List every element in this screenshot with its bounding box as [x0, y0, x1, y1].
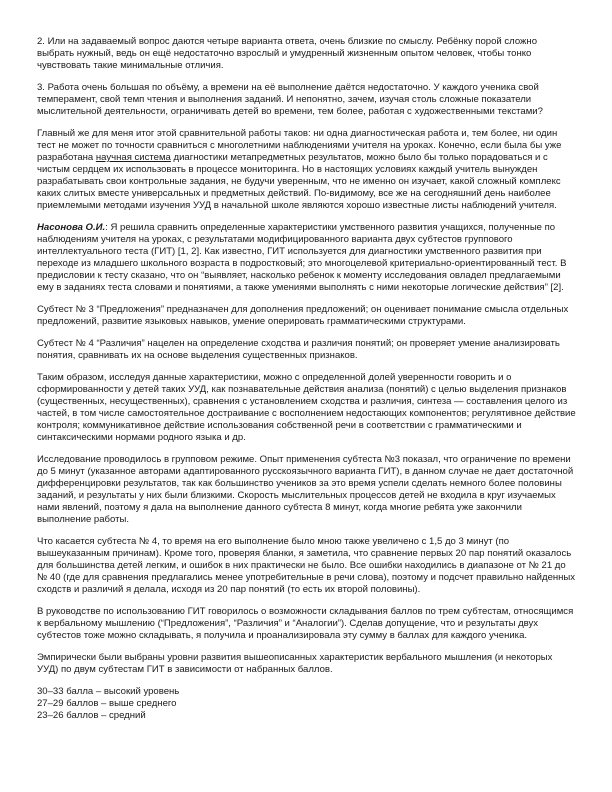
paragraph-empirical: Эмпирически были выбраны уровни развития вышеописанных характеристик вербального мышления (и некоторых УУД) по двум субтестам ГИТ в зависимости от набранных баллов.	[37, 652, 553, 675]
paragraph-nasonova-text: : Я решила сравнить определенные характеристики умственного развития учащихся, полученные по наблюдениям учителя на уроках, с результатами модифицированного варианта двух субтестов группового интеллектуального теста (ГИТ) [1, 2]. Как известно, ГИТ используется для диагностики умственного развития при переходе из младшего школьного возраста в подростковый; это многоцелевой критериально-ориентированный тест. В предисловии к тесту сказано, что он “выявляет, насколько ребенок к моменту исследования овладел предлагаемыми ему в заданиях теста словами и понятиями, а также умениями выполнять с ними некоторые логические действия” [2].	[37, 222, 567, 293]
paragraph-subtest-3: Субтест № 3 “Предложения” предназначен для дополнения предложений; он оценивает понимание смысла отдельных предложений, развитие языковых навыков, умение оперировать грамматическими структурами.	[37, 304, 569, 327]
paragraph-conclusion	[37, 128, 576, 212]
paragraph-subtest-4-time: Что касается субтеста № 4, то время на его выполнение было мною также увеличено с 1,5 до 3 минут (по вышеуказанным причинам). Кроме того, проверяя бланки, я заметила, что сравнение первых 20 пар понятий оказалось для большинства детей легким, и ошибок в них практически не было. Все ошибки находились в диапазоне от № 21 до № 40 (где для сравнения предлагались менее употребительные в речи слова), поэтому и подсчет правильно найденных сходств и различий я делала, исходя из 20 пар понятий (то есть их второй половины).	[37, 536, 576, 595]
paragraph-conclusion-text-after: диагностики метапредметных результатов, можно было бы только порадоваться и с чистым сердцем их использовать в процессе мониторинга. Но в настоящих условиях каждый учитель вынужден разрабатывать свои контрольные задания, не будучи уверенным, что не именно он изучает, какой сложный комплекс каких слитых вместе универсальных и предметных действий. По-видимому, все же на сегодняшний день наиболее приемлемыми методами изучения УУД в начальной школе являются хорошо известные листы наблюдений учителя.	[37, 152, 561, 211]
paragraph-nasonova	[37, 222, 576, 294]
paragraph-conclusion-text-before: Главный же для меня итог этой сравнительной работы таков: ни одна диагностическая работа и, тем более, ни один тест не может по точности сравниться с многолетними наблюдениями учителя на уроках. Конечно, если была бы уже разработана	[37, 128, 562, 163]
author-name: Насонова О.И.	[37, 222, 106, 233]
paragraph-item-3: 3. Работа очень большая по объёму, а времени на её выполнение даётся недостаточно. У каждого ученика свой темперамент, свой темп чтения и выполнения заданий. И непонятно, зачем, изучая столь сложные показатели мыслительной деятельности, ограничивать детей во времени, тем более, работая с художественными текстами?	[37, 82, 543, 117]
paragraph-subtest-4: Субтест № 4 “Различия” нацелен на определение сходства и различия понятий; он проверяет умение анализировать понятия, сравнивать их на основе выделения существенных признаков.	[37, 338, 560, 361]
level-high: 30–33 балла – высокий уровень	[37, 686, 180, 697]
level-average: 23–26 баллов – средний	[37, 710, 146, 721]
paragraph-group-study: Исследование проводилось в групповом режиме. Опыт применения субтеста №3 показал, что ограничение по времени до 5 минут (указанное авторами адаптированного русскоязычного варианта ГИТ), в данном случае не дает достаточной дифференцировки результатов, так как большинство учеников за это время успели сделать немного более половины заданий, и результаты у них были близкими. Скорость мыслительных процессов детей не входила в круг изучаемых нами явлений, поэтому я дала на выполнение данного субтеста 8 минут, когда многие ребята уже закончили выполнение работы.	[37, 454, 574, 525]
paragraph-guide: В руководстве по использованию ГИТ говорилось о возможности складывания баллов по трем субтестам, относящимся к вербальному мышлению (“Предложения”, “Различия” и “Аналогии”). Сделав допущение, что и результаты двух субтестов тоже можно складывать, я получила и проанализировала эту сумму в баллах для каждого ученика.	[37, 606, 574, 641]
levels-list	[37, 686, 576, 722]
scientific-system-link[interactable]: научная система	[95, 152, 171, 163]
level-above-average: 27–29 баллов – выше среднего	[37, 698, 177, 709]
paragraph-item-2: 2. Или на задаваемый вопрос даются четыре варианта ответа, очень близкие по смыслу. Ребёнку порой сложно выбрать нужный, ведь он ещё недостаточно взрослый и умудренный жизненным опытом человек, чтобы тонко чувствовать такие минимальные отличия.	[37, 36, 537, 71]
paragraph-characteristics: Таким образом, исследуя данные характеристики, можно с определенной долей уверенности говорить и о сформированности у детей таких УУД, как познавательные действия анализа (понятий) с целью выделения признаков (существенных, несущественных), сравнения с установлением сходства и различия, синтеза — составления целого из частей, в том числе самостоятельное достраивание с восполнением недостающих компонентов; регулятивное действие контроля; коммуникативное действие использования собственной речи в соответствии с грамматическими и синтаксическими нормами родного языка и др.	[37, 372, 576, 443]
